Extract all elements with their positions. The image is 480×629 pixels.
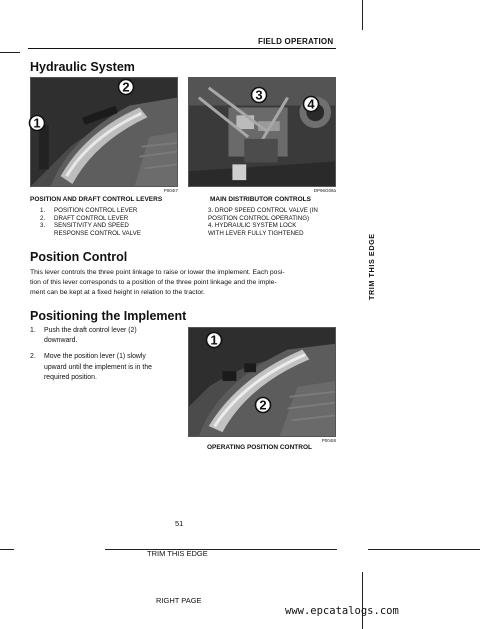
- callout-marker-1-bottom: [205, 331, 223, 349]
- callout-marker-3: [250, 86, 268, 104]
- right-figure-code: DP96G08a: [313, 188, 336, 193]
- callout-marker-2-bottom: [254, 396, 272, 414]
- svg-text:3: 3: [255, 87, 263, 103]
- section-header: FIELD OPERATION: [258, 37, 334, 46]
- position-control-text: This lever controls the three point linkage to raise or lower the implement. Each posi- tion of this lever corresponds to a position of the three point linkage and the imple- ment can be kept at a fixed height in relation to the tractor.: [30, 269, 285, 297]
- right-figure-legend: [208, 207, 318, 237]
- positioning-implement-heading: Positioning the Implement: [30, 309, 187, 323]
- legend-line: POSITION CONTROL OPERATING): [208, 214, 310, 222]
- crop-mark-bottom-right-vertical: [362, 572, 363, 629]
- callout-marker-2-left: [117, 78, 135, 96]
- left-figure-caption: POSITION AND DRAFT CONTROL LEVERS: [30, 196, 163, 203]
- crop-mark-bottom-right: [368, 549, 480, 550]
- side-trim-label: TRIM THIS EDGE: [367, 233, 376, 300]
- crop-mark-top-right-vertical: [362, 0, 363, 30]
- crop-mark-top-left: [0, 52, 20, 53]
- svg-text:1: 1: [210, 332, 218, 348]
- bottom-figure-code: P004I8: [321, 438, 336, 443]
- legend-line: WITH LEVER FULLY TIGHTENED: [208, 229, 304, 237]
- right-page-label: RIGHT PAGE: [156, 596, 202, 605]
- svg-text:1: 1: [33, 115, 41, 131]
- svg-text:2: 2: [259, 397, 267, 413]
- crop-mark-bottom-center: [105, 549, 337, 550]
- legend-line: 4. HYDRAULIC SYSTEM LOCK: [208, 222, 297, 229]
- callout-marker-4: [302, 95, 320, 113]
- callout-marker-1-left: [28, 114, 46, 132]
- step-item: 2. Move the position lever (1) slowly upward until the implement is in the required position.: [30, 353, 153, 381]
- crop-mark-bottom-left: [0, 549, 14, 550]
- svg-text:2: 2: [122, 79, 130, 95]
- watermark-url: www.epcatalogs.com: [285, 605, 399, 617]
- left-figure-legend: [40, 207, 141, 237]
- bottom-figure-caption: OPERATING POSITION CONTROL: [207, 444, 312, 451]
- legend-item: 2. DRAFT CONTROL LEVER: [40, 214, 129, 222]
- legend-item: 1. POSITION CONTROL LEVER: [40, 207, 138, 214]
- trim-edge-label: TRIM THIS EDGE: [147, 549, 208, 558]
- draft-control-levers-photo: [30, 77, 178, 187]
- legend-line: 3. DROP SPEED CONTROL VALVE (IN: [208, 207, 318, 214]
- hydraulic-system-heading: Hydraulic System: [30, 60, 135, 74]
- svg-text:4: 4: [307, 96, 315, 112]
- legend-item-continuation: RESPONSE CONTROL VALVE: [54, 229, 141, 237]
- positioning-steps: [30, 326, 182, 389]
- legend-item: 3. SENSITIVITY AND SPEED: [40, 222, 129, 229]
- position-control-heading: Position Control: [30, 250, 128, 264]
- step-item: 1. Push the draft control lever (2) downward.: [30, 327, 137, 345]
- header-rule: [28, 48, 336, 49]
- right-figure-caption: MAIN DISTRIBUTOR CONTROLS: [210, 196, 311, 203]
- left-figure-code: P004I7: [163, 188, 178, 193]
- page-number: 51: [175, 519, 184, 528]
